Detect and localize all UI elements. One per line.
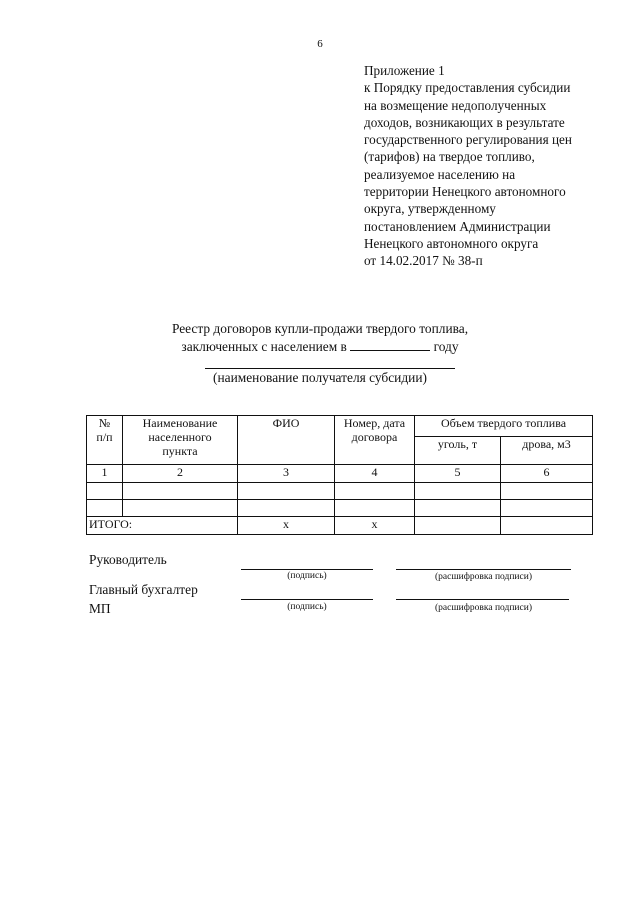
year-blank (350, 338, 430, 351)
stamp-label: МП (89, 601, 111, 616)
appendix-line: доходов, возникающих в результате (364, 114, 565, 130)
document-title (0, 320, 640, 356)
signature-caption: (подпись) (287, 571, 327, 581)
accountant-signature-line (241, 599, 373, 600)
decoding-caption: (расшифровка подписи) (435, 603, 532, 613)
table-cell (501, 483, 593, 500)
table-cell (415, 500, 501, 517)
table-cell (87, 483, 123, 500)
table-total-row (87, 517, 593, 535)
appendix-line: к Порядку предоставления субсидии (364, 80, 571, 96)
decoding-caption: (расшифровка подписи) (435, 572, 532, 582)
appendix-line: Ненецкого автономного округа (364, 235, 539, 251)
title-prefix: заключенных с населением в (181, 339, 347, 354)
header-settlement-line: пункта (162, 444, 198, 458)
registry-table (86, 415, 593, 535)
table-cell (335, 483, 415, 500)
accountant-label: Главный бухгалтер (89, 582, 198, 597)
table-cell: 4 (335, 465, 415, 483)
table-cell (501, 500, 593, 517)
appendix-line: постановлением Администрации (364, 218, 551, 234)
recipient-caption: (наименование получателя субсидии) (213, 370, 427, 385)
table-cell: 5 (415, 465, 501, 483)
table-cell: 6 (501, 465, 593, 483)
signature-caption: (подпись) (287, 602, 327, 612)
recipient-name-line (205, 368, 455, 369)
appendix-line: округа, утвержденному (364, 201, 496, 217)
header-contract-line: Номер, дата (343, 416, 406, 430)
table-cell (123, 483, 238, 500)
header-coal: уголь, т (415, 437, 501, 465)
header-settlement-line: населенного (148, 430, 212, 444)
header-fio: ФИО (238, 416, 335, 465)
total-label: ИТОГО: (87, 517, 238, 535)
title-line-1: Реестр договоров купли-продажи твердого топлива, (171, 321, 469, 336)
total-contract: х (335, 517, 415, 535)
appendix-line: от 14.02.2017 № 38-п (364, 253, 483, 269)
table-cell (501, 517, 593, 535)
total-fio: х (238, 517, 335, 535)
accountant-decoding-line (396, 599, 569, 600)
table-cell (87, 500, 123, 517)
table-cell (238, 500, 335, 517)
appendix-line: (тарифов) на твердое топливо, (364, 149, 535, 165)
table-cell (415, 483, 501, 500)
header-number (87, 416, 123, 465)
table-cell (415, 517, 501, 535)
title-suffix: году (433, 339, 459, 354)
header-contract (335, 416, 415, 465)
appendix-note (364, 62, 634, 270)
head-label: Руководитель (89, 552, 167, 567)
header-contract-line: договора (351, 430, 398, 444)
appendix-line: государственного регулирования цен (364, 132, 572, 148)
table-cell: 2 (123, 465, 238, 483)
table-cell (335, 500, 415, 517)
table-cell: 1 (87, 465, 123, 483)
title-line-2 (0, 338, 640, 356)
header-volume: Объем твердого топлива (415, 416, 593, 437)
appendix-line: на возмещение недополученных (364, 97, 547, 113)
header-number-line: п/п (96, 430, 113, 444)
appendix-line: реализуемое населению на (364, 166, 516, 182)
table-row (87, 500, 593, 517)
head-decoding-line (396, 569, 571, 570)
page-number: 6 (317, 38, 323, 50)
table-header-row (87, 416, 593, 437)
appendix-line: территории Ненецкого автономного (364, 184, 566, 200)
table-numbering-row (87, 465, 593, 483)
header-wood: дрова, м3 (501, 437, 593, 465)
table-cell (238, 483, 335, 500)
header-settlement (123, 416, 238, 465)
head-signature-line (241, 569, 373, 570)
header-number-line: № (98, 416, 111, 430)
appendix-line: Приложение 1 (364, 63, 445, 78)
header-settlement-line: Наименование (142, 416, 218, 430)
table-cell: 3 (238, 465, 335, 483)
table-cell (123, 500, 238, 517)
table-row (87, 483, 593, 500)
